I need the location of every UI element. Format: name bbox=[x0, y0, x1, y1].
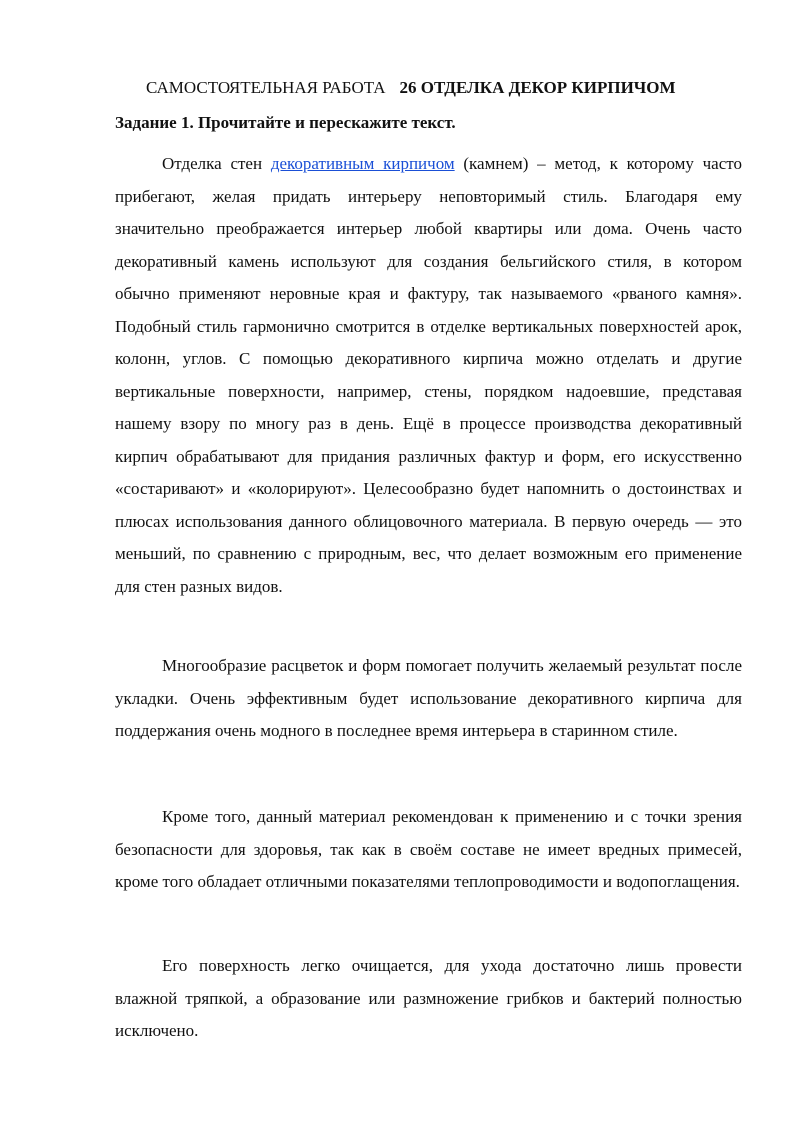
paragraph-1 bbox=[115, 148, 742, 603]
paragraph-4: Его поверхность легко очищается, для ухода достаточно лишь провести влажной тряпкой, а образование или размножение грибков и бактерий полностью исключено. bbox=[115, 956, 742, 1040]
page-title bbox=[118, 77, 778, 99]
paragraph-1-rest: (камнем) – метод, к которому часто прибегают, желая придать интерьеру неповторимый стиль. Благодаря ему значительно преображается интерьер любой квартиры или дома. Очень часто декоративный камень используют для создания бельгийского стиля, в котором обычно применяют неровные края и фактуру, так называемого «рваного камня». Подобный стиль гармонично смотрится в отделке вертикальных поверхностей арок, колонн, углов. С помощью декоративного кирпича можно отделать и другие вертикальные поверхности, например, стены, порядком надоевшие, представая нашему взору по многу раз в день. Ещё в процессе производства декоративный кирпич обрабатывают для придания различных фактур и форм, его искусственно «состаривают» и «колорируют». Целесообразно будет напомнить о достоинствах и плюсах использования данного облицовочного материала. В первую очередь — это меньший, по сравнению с природным, вес, что делает возможным его применение для стен разных видов. bbox=[115, 154, 742, 596]
paragraph-3: Кроме того, данный материал рекомендован к применению и с точки зрения безопасности для здоровья, так как в своём составе не имеет вредных примесей, кроме того обладает отличными показателями теплопроводимости и водопоглащения. bbox=[115, 807, 742, 891]
paragraph-2: Многообразие расцветок и форм помогает получить желаемый результат после укладки. Очень эффективным будет использование декоративного кирпича для поддержания очень модного в последнее время интерьера в старинном стиле. bbox=[115, 656, 742, 740]
paragraph-1-start: Отделка стен bbox=[162, 154, 271, 173]
decorative-brick-link[interactable]: декоративным кирпичом bbox=[270, 154, 455, 173]
task-heading: Задание 1. Прочитайте и перескажите текст. bbox=[115, 113, 456, 132]
title-plain: САМОСТОЯТЕЛЬНАЯ РАБОТА bbox=[146, 78, 386, 97]
title-bold: 26 ОТДЕЛКА ДЕКОР КИРПИЧОМ bbox=[399, 78, 676, 97]
